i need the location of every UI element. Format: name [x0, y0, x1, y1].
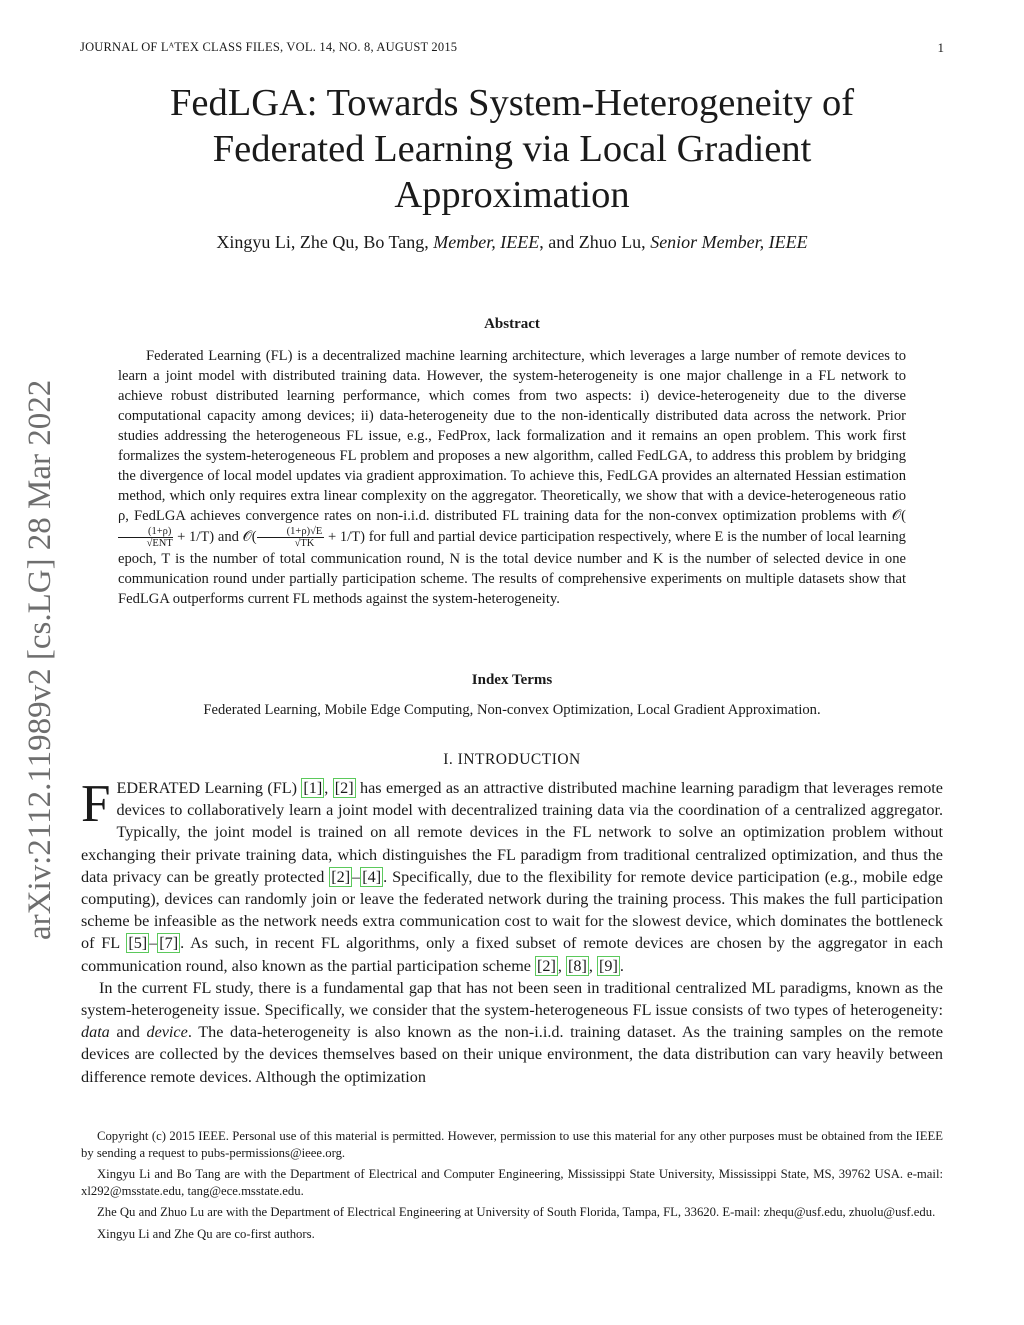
abstract-text-a: Federated Learning (FL) is a decentralized machine learning architecture, which leverages a large number of remote devices to learn a joint model with distributed training data. However, the system-heterogeneity is one major challenge in a FL network to achieve robust distributed learning performance, which comes from two aspects: i) device-heterogeneity due to the diverse computational capacity among devices; ii) data-heterogeneity due to the non-identically distributed data across the network. Prior studies addressing the heterogeneous FL issue, e.g., FedProx, lack formalization and it remains an open problem. This work first formalizes the system-heterogeneous FL problem and proposes a new algorithm, called FedLGA, to address this problem by bridging the divergence of local model updates via gradient approximation. To achieve this, FedLGA provides an alternated Hessian estimation method, which only requires extra linear complexity on the aggregator. Theoretically, we show that with a device-heterogeneous ratio ρ, FedLGA achieves convergence rates on non-i.i.d. distributed FL training data for the non-convex optimization problems with 𝒪	[118, 348, 906, 524]
p1-text-c: has emerged as an attractive distributed machine learning paradigm that leverages remote devices to collaboratively learn a joint model with decentralized training data via the coordination of a centralized aggregator. Typically, the joint model is trained on all remote devices in the FL network to solve an optimization problem without exchanging their private training data, which distinguishes the FL paradigm from traditional centralized optimization, and thus the data privacy can be greatly protected	[81, 779, 943, 886]
rate2-tail: + 1/T	[327, 528, 361, 545]
p1-text-d: –	[352, 867, 361, 886]
drop-cap: F	[81, 775, 111, 833]
author-role-2: Senior Member, IEEE	[650, 232, 808, 252]
p1-text-b: ,	[324, 779, 333, 797]
p2-text-a: In the current FL study, there is a fundamental gap that has not been seen in traditional centralized ML paradigms, known as the system-heterogeneity issue. Specifically, we consider that the system-heterogeneous FL issue consists of two types of heterogeneity:	[81, 978, 943, 1020]
p2-emphasis-data: data	[81, 1023, 110, 1042]
citation-link[interactable]: [8]	[568, 956, 587, 975]
rate1-tail: + 1/T	[177, 528, 210, 545]
citation-link[interactable]: [2]	[334, 779, 354, 797]
p1-text-g: . As such, in recent FL algorithms, only a fixed subset of remote devices are chosen by the aggregator in each communication round, also known as the partial participation scheme	[81, 934, 943, 975]
citation-link[interactable]: [2]	[331, 867, 351, 886]
p2-text-c: . The data-heterogeneity is also known as the non-i.i.d. training dataset. As the training samples on the remote devices are collected by the devices themselves based on their unique environment, the data distribution can vary heavily between difference remote devices. Although the optimization	[81, 1023, 944, 1086]
index-terms-heading: Index Terms	[471, 672, 553, 688]
footnote-affiliation-2: Zhe Qu and Zhuo Lu are with the Department of Electrical Engineering at University of South Florida, Tampa, FL, 33620. E-mail: zhequ@usf.edu, zhuolu@usf.edu.	[97, 1205, 936, 1219]
rate2-numerator: (1+ρ)√E	[257, 526, 325, 538]
p2-emphasis-device: device	[146, 1023, 188, 1042]
running-head: JOURNAL OF LᴬTEX CLASS FILES, VOL. 14, NO. 8, AUGUST 2015	[80, 40, 458, 54]
abstract-text	[118, 346, 906, 609]
p1-text-i: ,	[588, 956, 597, 975]
p1-text-e: . Specifically, due to the flexibility for remote device participation (e.g., mobile edge computing), devices can randomly join or leave the federated network during the training process. This makes the full participation scheme be infeasible as the network needs extra communication cost to wait for the slowest device, which dominates the bottleneck of FL	[81, 867, 943, 953]
index-terms-text: Federated Learning, Mobile Edge Computing, Non-convex Optimization, Local Gradient Approximation.	[203, 702, 821, 718]
rate1-numerator: (1+ρ)	[118, 526, 173, 538]
authors-part2: , and Zhuo Lu,	[539, 232, 651, 252]
rate2-denominator: √TK	[294, 538, 315, 549]
abstract-text-b: and 𝒪	[214, 528, 252, 545]
footnote-affiliation-1: Xingyu Li and Bo Tang are with the Department of Electrical and Computer Engineering, Mississippi State University, Mississippi State, MS, 39762 USA. e-mail: xl292@msstate.edu, tang@ece.msstate.edu.	[81, 1167, 943, 1198]
introduction-body	[81, 777, 943, 1088]
footnote-cofirst: Xingyu Li and Zhe Qu are co-first authors.	[97, 1226, 315, 1241]
citation-link[interactable]: [9]	[598, 956, 618, 975]
rate1-formula: ( (1+ρ) √ENT + 1/T)	[118, 508, 906, 545]
p2-text-b: and	[109, 1023, 147, 1042]
abstract-heading: Abstract	[484, 316, 540, 332]
arxiv-stamp: arXiv:2112.11989v2 [cs.LG] 28 Mar 2022	[22, 379, 58, 940]
p1-text-h: ,	[557, 956, 566, 975]
rate2-formula: ( $\frac{(1+\rho)√E}{√TK}$ + 1/T)	[251, 526, 366, 549]
rate1-denominator: √ENT	[146, 538, 173, 549]
author-list	[80, 232, 944, 253]
footnote-copyright: Copyright (c) 2015 IEEE. Personal use of this material is permitted. However, permission to use this material for any other purposes must be obtained from the IEEE by sending a request to pubs-permissions@ieee.org.	[81, 1129, 943, 1160]
rate1-fraction	[118, 526, 173, 549]
citation-link[interactable]: [5]	[128, 934, 148, 953]
page-number: 1	[937, 40, 944, 55]
p1-text-f: –	[149, 934, 158, 953]
intro-paragraph-2	[81, 977, 943, 1088]
rate2-fraction	[257, 526, 325, 549]
p1-text-a: EDERATED Learning (FL)	[116, 779, 302, 797]
paper-title: FedLGA: Towards System-Heterogeneity of Federated Learning via Local Gradient Approximation	[169, 82, 855, 216]
abstract-text-c: for full and partial device participation respectively, where E is the number of local learning epoch, T is the number of total communication round, N is the total device number and K is the number of selected device in one communication round under partially participation scheme. The results of comprehensive experiments on multiple datasets show that FedLGA outperforms current FL methods against the system-heterogeneity.	[118, 528, 906, 607]
author-role-1: Member, IEEE	[433, 232, 540, 252]
p1-text-j: .	[619, 956, 624, 975]
citation-link[interactable]: [2]	[537, 956, 556, 975]
citation-link[interactable]: [4]	[362, 867, 382, 886]
footnotes	[81, 1128, 943, 1247]
authors-part1: Xingyu Li, Zhe Qu, Bo Tang,	[216, 232, 434, 252]
intro-paragraph-1	[81, 777, 943, 977]
section-heading: I. INTRODUCTION	[443, 751, 581, 768]
citation-link[interactable]: [1]	[303, 779, 323, 797]
citation-link[interactable]: [7]	[159, 934, 179, 953]
